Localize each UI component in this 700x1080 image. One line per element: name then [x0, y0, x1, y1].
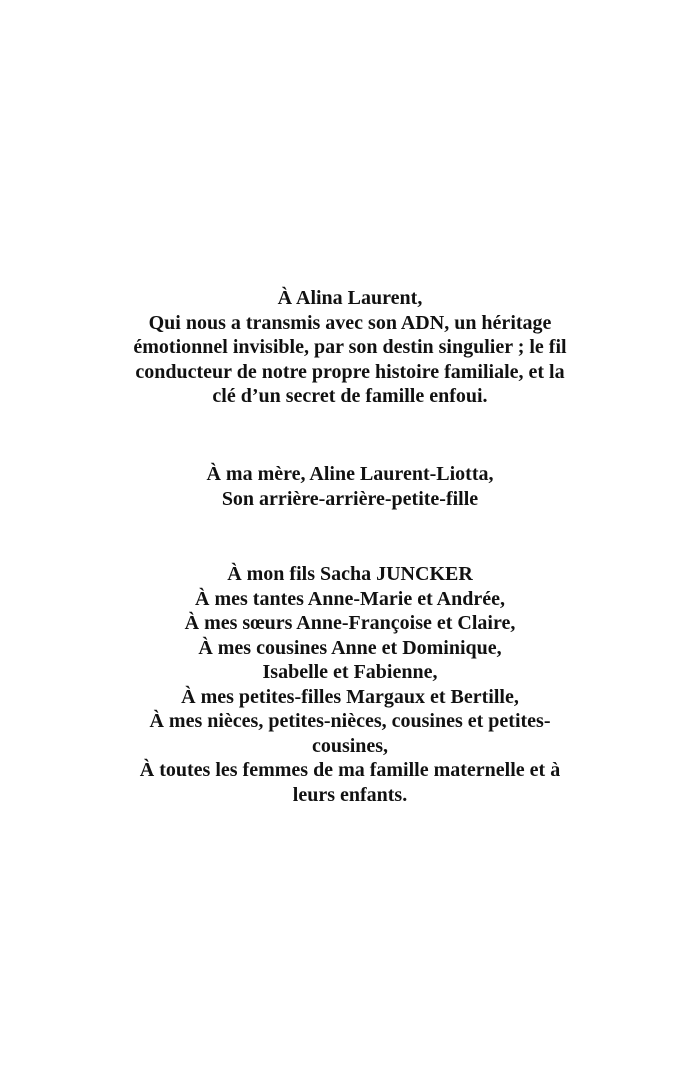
dedication-line: clé d’un secret de famille enfoui.	[212, 385, 488, 407]
dedication-line: À Alina Laurent,	[277, 287, 423, 309]
dedication-line: conducteur de notre propre histoire familiale, et la	[135, 360, 565, 383]
dedication-line: À toutes les femmes de ma famille maternelle et à	[139, 759, 561, 781]
dedication-line: À mes tantes Anne-Marie et Andrée,	[195, 587, 505, 610]
dedication-family	[0, 562, 700, 807]
dedication-line: Son arrière-arrière-petite-fille	[221, 487, 479, 510]
dedication-line: À mes nièces, petites-nièces, cousines et petites-	[149, 710, 551, 732]
dedication-line: émotionnel invisible, par son destin singulier ; le fil	[133, 336, 567, 358]
dedication-line: À mes sœurs Anne-Françoise et Claire,	[184, 612, 516, 634]
dedication-line: À mes petites-filles Margaux et Bertille,	[181, 685, 519, 708]
dedication-line: À ma mère, Aline Laurent-Liotta,	[206, 463, 494, 485]
dedication-mother	[0, 462, 700, 511]
dedication-line: À mon fils Sacha JUNCKER	[227, 563, 473, 585]
dedication-line: Isabelle et Fabienne,	[262, 661, 438, 683]
dedication-line: cousines,	[311, 734, 389, 757]
dedication-line: Qui nous a transmis avec son ADN, un héritage	[148, 311, 552, 334]
dedication-line: À mes cousines Anne et Dominique,	[198, 636, 502, 659]
dedication-line: leurs enfants.	[292, 783, 408, 806]
dedication-alina-laurent	[0, 286, 700, 409]
